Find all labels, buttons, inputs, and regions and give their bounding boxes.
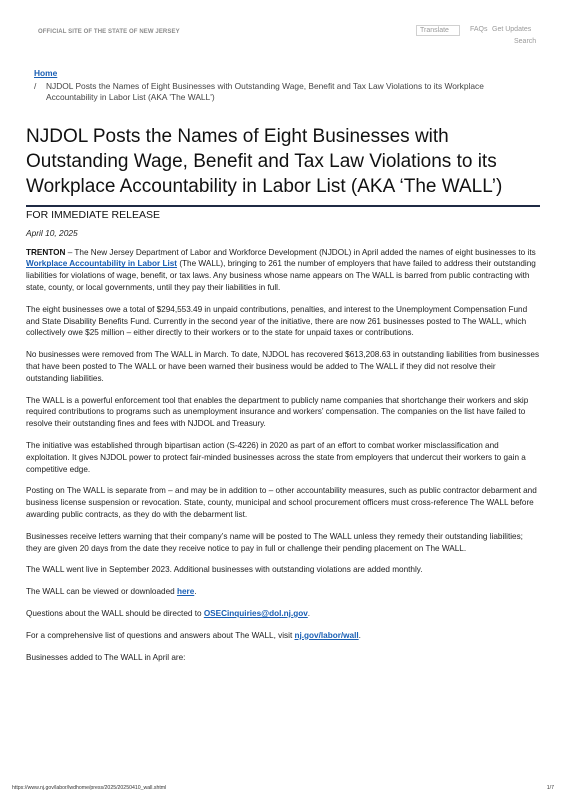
paragraph-8: The WALL went live in September 2023. Additional businesses with outstanding violations are added monthly.	[26, 565, 423, 575]
breadcrumb-separator: /	[34, 81, 37, 91]
article-body	[26, 210, 540, 673]
paragraph-4: The WALL is a powerful enforcement tool that enables the department to publicly name companies that shortchange their workers and skip required contributions to programs such as unemployment insurance and workers’ compensation. The companies on the list have failed to resolve their outstanding fines and fees with NJDOL and Treasury.	[26, 395, 529, 429]
breadcrumb	[34, 68, 534, 103]
paragraph-6: Posting on The WALL is separate from – and may be in addition to – other accountability measures, such as public contractor debarment and business license suspension or revocation. State, county, municipal and school procurement officers must cross-reference The WALL before awarding public contracts, as they do with the debarment list.	[26, 486, 537, 519]
dateline: TRENTON	[26, 247, 66, 257]
paragraph-5: The initiative was established through bipartisan action (S-4226) in 2020 as part of an effort to combat worker misclassification and exploitation. It gives NJDOL power to protect fair-minded businesses across the state from employers that undercut their workers to gain a competitive edge.	[26, 440, 526, 474]
print-footer	[12, 785, 554, 791]
paragraph-2: The eight businesses owe a total of $294,553.49 in unpaid contributions, penalties, and interest to the Unemployment Compensation Fund and State Disability Benefits Fund. Currently in the second year of the initiative, there are now 261 businesses posted to The WALL, which collectively owe $25 million – either directly to their workers or to the state for unpaid taxes or contributions.	[26, 304, 528, 338]
get-updates-link[interactable]: Get Updates	[492, 26, 532, 33]
search-link[interactable]: Search	[514, 38, 537, 45]
paragraph-faq: For a comprehensive list of questions and answers about The WALL, visit nj.gov/labor/wall.	[26, 630, 361, 640]
official-site-label: OFFICIAL SITE OF THE STATE OF NEW JERSEY	[38, 29, 180, 35]
print-url: https://www.nj.gov/labor/lwdhome/press/2025/20250410_wall.shtml	[12, 785, 167, 791]
release-date: April 10, 2025	[26, 227, 78, 238]
email-link[interactable]: OSECinquiries@dol.nj.gov	[203, 608, 308, 618]
release-label: FOR IMMEDIATE RELEASE	[26, 209, 160, 221]
paragraph-3: No businesses were removed from The WALL in March. To date, NJDOL has recovered $613,208.63 in outstanding liabilities from businesses that have been posted to The WALL or have been warned their business would be added to The WALL if they did not resolve their outstanding liabilities.	[26, 350, 540, 383]
breadcrumb-current: NJDOL Posts the Names of Eight Businesses with Outstanding Wage, Benefit and Tax Law Violations to its Workplace Accountability in Labor List (AKA 'The WALL')	[46, 81, 484, 102]
breadcrumb-home-link[interactable]: Home	[34, 68, 58, 78]
paragraph-intro: TRENTON – The New Jersey Department of Labor and Workforce Development (NJDOL) in April added the names of eight businesses to its Workplace Accountability in Labor List (The WALL), bringing to 261 the number of employers that have failed to address their outstanding liabilities for violations of wage, benefit, or tax laws. Any business whose name appears on The WALL is barred from public contracting with state, county, or local governments, until they pay their liabilities in full.	[26, 247, 536, 292]
paragraph-businesses-added: Businesses added to The WALL in April are:	[26, 652, 186, 662]
paragraph-7: Businesses receive letters warning that their company’s name will be posted to The WALL unless they remedy their outstanding liabilities; they are given 20 days from the date they receive notice to pay in full or challenge their pending placement on The WALL.	[26, 531, 523, 553]
page-title: NJDOL Posts the Names of Eight Businesses with Outstanding Wage, Benefit and Tax Law Violations to its Workplace Accountability in Labor List (AKA ‘The WALL’)	[26, 124, 540, 207]
paragraph-download: The WALL can be viewed or downloaded here.	[26, 587, 197, 597]
faqs-link[interactable]: FAQs	[470, 26, 488, 33]
page-number: 1/7	[546, 785, 554, 791]
wall-list-link[interactable]: Workplace Accountability in Labor List	[26, 259, 178, 269]
paragraph-questions: Questions about the WALL should be directed to OSECinquiries@dol.nj.gov.	[26, 608, 311, 618]
translate-select[interactable]: Translate	[416, 25, 460, 36]
wall-faq-link[interactable]: nj.gov/labor/wall	[294, 630, 359, 640]
download-here-link[interactable]: here	[176, 587, 195, 597]
top-bar	[0, 24, 566, 52]
